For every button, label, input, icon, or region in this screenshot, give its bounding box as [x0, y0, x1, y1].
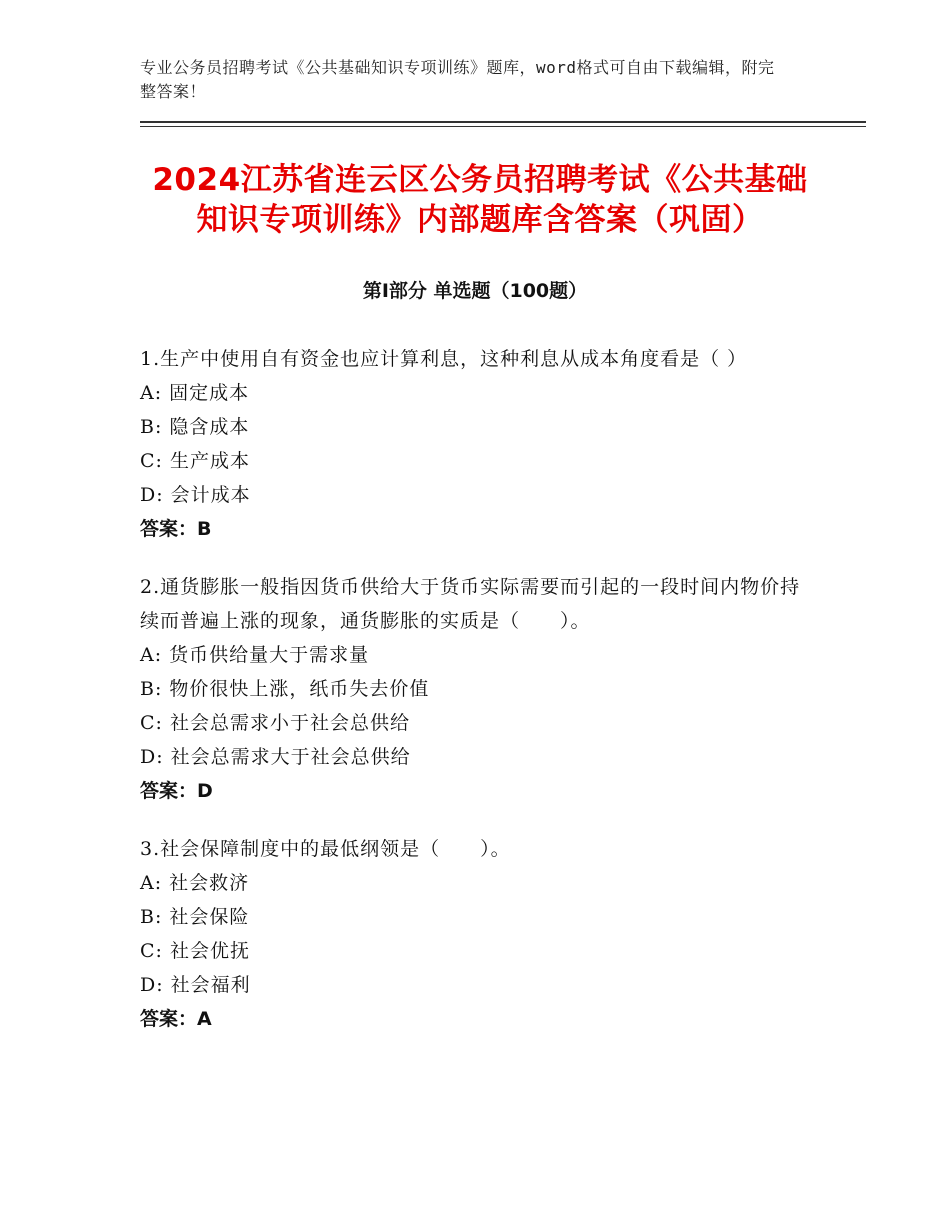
header-divider-thin [140, 126, 866, 127]
question-stem: 1.生产中使用自有资金也应计算利息，这种利息从成本角度看是（ ） [140, 348, 748, 370]
document-title: 2024江苏省连云区公务员招聘考试《公共基础知识专项训练》内部题库含答案（巩固） [152, 162, 808, 238]
question-3 [140, 832, 820, 1036]
question-list [140, 342, 820, 1060]
option-c: C: 生产成本 [140, 450, 250, 472]
option-b: B: 社会保险 [140, 906, 250, 928]
option-d: D: 会计成本 [140, 484, 251, 506]
header-divider-thick [140, 121, 866, 123]
option-c: C: 社会总需求小于社会总供给 [140, 712, 410, 734]
option-c: C: 社会优抚 [140, 940, 250, 962]
option-d: D: 社会总需求大于社会总供给 [140, 746, 411, 768]
option-a: A: 社会救济 [140, 872, 250, 894]
header-note: 专业公务员招聘考试《公共基础知识专项训练》题库，word格式可自由下载编辑，附完整答案！ [140, 58, 775, 101]
answer: 答案：B [140, 518, 212, 540]
question-stem: 3.社会保障制度中的最低纲领是（ ）。 [140, 838, 511, 860]
option-a: A: 固定成本 [140, 382, 250, 404]
question-2 [140, 570, 820, 808]
answer: 答案：A [140, 1008, 212, 1030]
question-stem: 2.通货膨胀一般指因货币供给大于货币实际需要而引起的一段时间内物价持续而普遍上涨的现象，通货膨胀的实质是（ ）。 [140, 576, 801, 632]
option-a: A: 货币供给量大于需求量 [140, 644, 370, 666]
option-b: B: 物价很快上涨，纸币失去价值 [140, 678, 430, 700]
section-title: 第Ⅰ部分 单选题（100题） [362, 280, 588, 302]
option-d: D: 社会福利 [140, 974, 251, 996]
answer: 答案：D [140, 780, 213, 802]
option-b: B: 隐含成本 [140, 416, 250, 438]
question-1 [140, 342, 820, 546]
